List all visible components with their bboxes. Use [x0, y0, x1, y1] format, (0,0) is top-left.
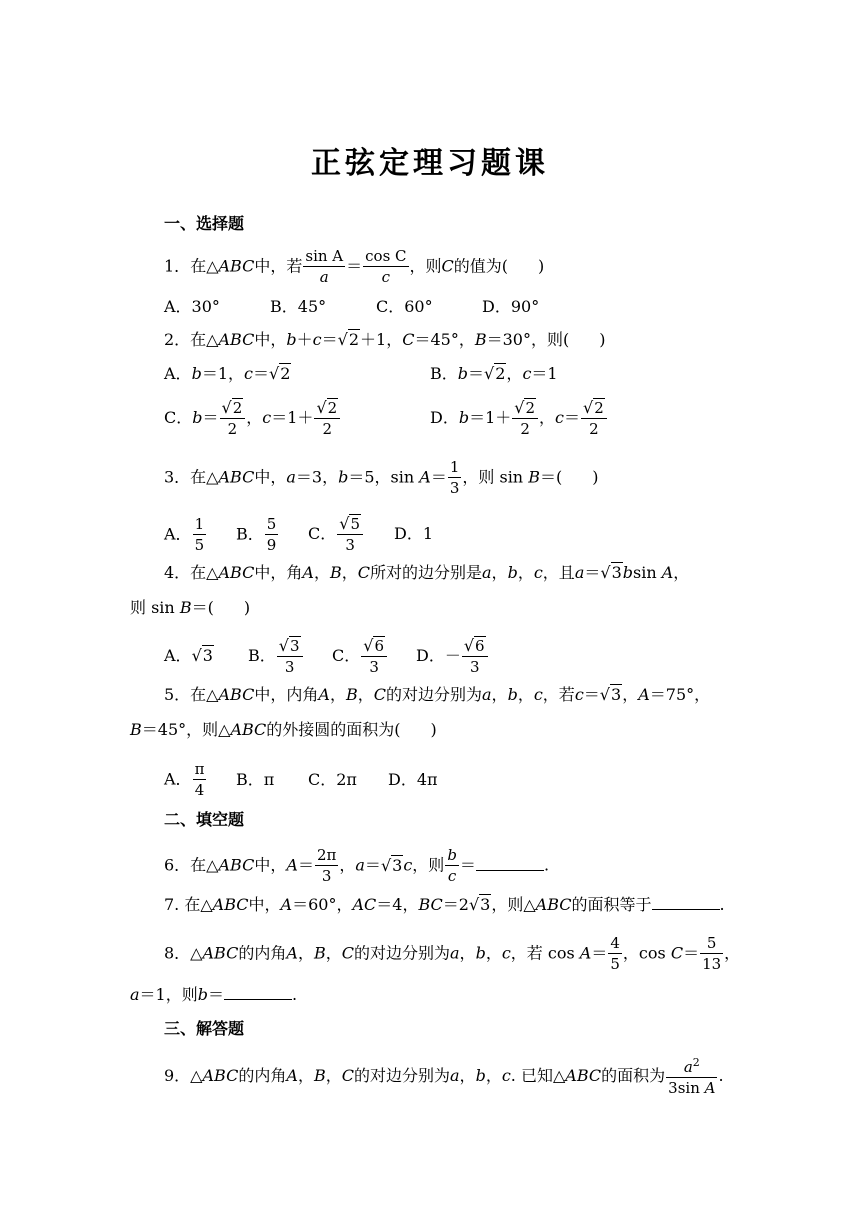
option-c: C． $\frac{√6}{3}$	[332, 638, 416, 675]
question-2-option-a: A．b＝1，c＝√2	[164, 364, 291, 383]
option-a: A．√3	[164, 646, 213, 665]
question-3: 3．在△ABC中，a＝3，b＝5，sin A＝ $\frac{1}{3}$ ，则 sin B＝( )	[164, 458, 599, 497]
page-title: 正弦定理习题课	[311, 146, 549, 181]
fraction: $\frac{\text{cos C}}{c}$	[365, 247, 407, 286]
option-b: B． $\frac{√3}{3}$	[248, 638, 332, 675]
question-1-options	[164, 297, 539, 317]
question-5: 5．在△ABC中，内角A，B，C的对边分别为a，b，c，若c＝√3，A＝75°，	[164, 685, 711, 704]
answer-blank[interactable]	[652, 895, 720, 910]
option-b: B．π	[236, 769, 275, 789]
section-heading-fill: 二、填空题	[164, 810, 245, 829]
question-2-option-b: B．b＝√2，c＝1	[430, 364, 558, 383]
question-7: 7. 在△ABC中，A＝60°，AC＝4，BC＝2√3，则△ABC的面积等于 .	[164, 895, 725, 914]
option-a: A． $\frac{1}{5}$	[164, 514, 205, 554]
option-c: C．2π	[308, 769, 357, 789]
section-heading-choice: 一、选择题	[164, 214, 245, 233]
question-5-options	[164, 762, 438, 798]
question-4-options	[164, 638, 489, 675]
question-5-cont: B＝45°，则△ABC的外接圆的面积为( )	[130, 720, 437, 739]
question-6: 6．在△ABC中，A＝ $\frac{2\pi}{3}$ ，a＝√3c，则 $\frac{b}{c}$ ＝ .	[164, 846, 550, 885]
option-d: D．1	[394, 524, 434, 543]
question-8-cont: a＝1，则b＝ .	[130, 985, 298, 1004]
option-a: A． $\frac{\pi}{4}$	[164, 760, 205, 799]
question-9: 9．△ABC的内角A，B，C的对边分别为a，b，c. 已知△ABC的面积为 $\frac{a^2}{\text{3sin A}}$ .	[164, 1056, 724, 1097]
answer-blank[interactable]	[476, 856, 544, 871]
fraction: $\frac{\text{sin A}}{a}$	[305, 247, 344, 286]
section-heading-answer: 三、解答题	[164, 1019, 245, 1038]
question-2-option-c: C．b＝ $\frac{√2}{2}$ ，c＝1＋ $\frac{√2}{2}$	[164, 400, 341, 437]
sqrt: √2	[337, 330, 360, 349]
option-d: D．－ $\frac{√6}{3}$	[416, 638, 489, 675]
question-1: 1．在△ABC中，若 $\frac{\text{sin A}}{a}$ ＝ $\frac{\text{cos C}}{c}$ ，则C的值为( )	[164, 247, 545, 286]
answer-blank[interactable]	[224, 985, 292, 1000]
question-4-cont: 则 sin B＝( )	[130, 598, 251, 617]
option-c: C． $\frac{√5}{3}$	[308, 516, 394, 553]
question-2-option-d: D．b＝1＋ $\frac{√2}{2}$ ，c＝ $\frac{√2}{2}$	[430, 400, 608, 437]
question-4: 4．在△ABC中，角A，B，C所对的边分别是a，b，c，且a＝√3bsin A，	[164, 563, 690, 582]
question-2: 2．在△ABC中，b＋c＝√2＋1，C＝45°，B＝30°，则( )	[164, 330, 606, 349]
option-d: D．4π	[388, 769, 438, 789]
option-a: A．30°	[164, 297, 220, 316]
option-d: D．90°	[482, 297, 540, 316]
option-b: B．45°	[270, 297, 327, 316]
option-c: C．60°	[376, 297, 433, 316]
question-8: 8．△ABC的内角A，B，C的对边分别为a，b，c，若 cos A＝ $\frac{4}{5}$ ，cos C＝ $\frac{5}{13}$ ，	[164, 934, 741, 973]
question-3-options	[164, 516, 433, 553]
option-b: B． $\frac{5}{9}$	[236, 514, 277, 554]
